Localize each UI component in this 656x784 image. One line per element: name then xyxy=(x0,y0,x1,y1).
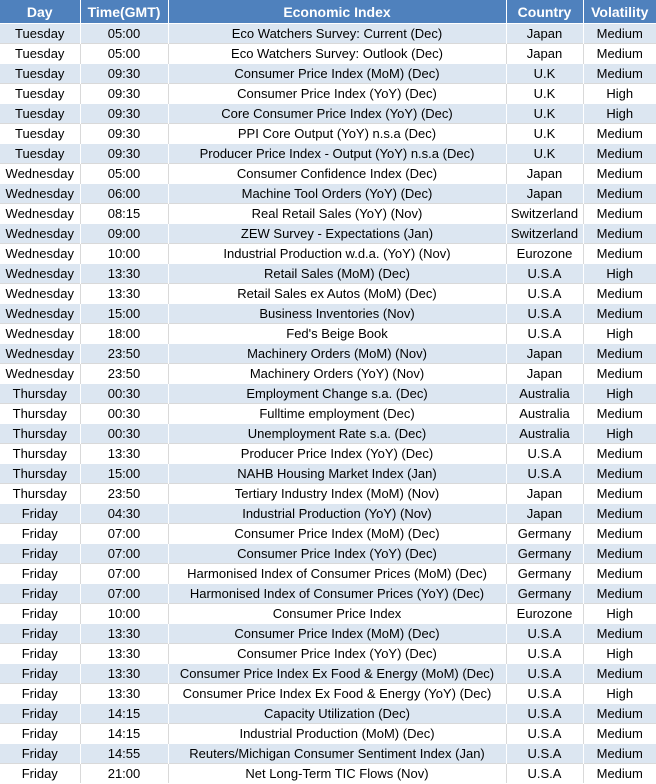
cell-time: 07:00 xyxy=(80,544,168,564)
cell-day: Wednesday xyxy=(0,204,80,224)
table-row xyxy=(0,624,656,644)
cell-day: Thursday xyxy=(0,384,80,404)
cell-time: 14:15 xyxy=(80,724,168,744)
cell-volatility: Medium xyxy=(583,504,656,524)
cell-country: U.S.A xyxy=(506,644,583,664)
table-row xyxy=(0,604,656,624)
cell-country: Japan xyxy=(506,344,583,364)
table-row xyxy=(0,144,656,164)
table-row xyxy=(0,124,656,144)
cell-volatility: High xyxy=(583,604,656,624)
cell-day: Wednesday xyxy=(0,324,80,344)
cell-economic-index: Fed's Beige Book xyxy=(168,324,506,344)
cell-time: 13:30 xyxy=(80,264,168,284)
cell-country: U.S.A xyxy=(506,264,583,284)
cell-day: Friday xyxy=(0,584,80,604)
cell-volatility: Medium xyxy=(583,204,656,224)
cell-economic-index: Real Retail Sales (YoY) (Nov) xyxy=(168,204,506,224)
table-row xyxy=(0,44,656,64)
cell-time: 04:30 xyxy=(80,504,168,524)
cell-volatility: Medium xyxy=(583,464,656,484)
table-body xyxy=(0,24,656,784)
cell-day: Friday xyxy=(0,704,80,724)
cell-day: Wednesday xyxy=(0,364,80,384)
cell-time: 07:00 xyxy=(80,564,168,584)
cell-time: 13:30 xyxy=(80,444,168,464)
cell-volatility: Medium xyxy=(583,404,656,424)
cell-volatility: Medium xyxy=(583,164,656,184)
cell-volatility: Medium xyxy=(583,704,656,724)
table-row xyxy=(0,324,656,344)
cell-day: Tuesday xyxy=(0,144,80,164)
cell-day: Thursday xyxy=(0,424,80,444)
cell-volatility: Medium xyxy=(583,304,656,324)
cell-day: Thursday xyxy=(0,464,80,484)
cell-country: Eurozone xyxy=(506,604,583,624)
cell-country: Japan xyxy=(506,504,583,524)
cell-country: Australia xyxy=(506,424,583,444)
cell-economic-index: NAHB Housing Market Index (Jan) xyxy=(168,464,506,484)
cell-volatility: Medium xyxy=(583,44,656,64)
cell-economic-index: Machinery Orders (YoY) (Nov) xyxy=(168,364,506,384)
cell-time: 05:00 xyxy=(80,44,168,64)
cell-economic-index: Eco Watchers Survey: Outlook (Dec) xyxy=(168,44,506,64)
cell-economic-index: Consumer Price Index (YoY) (Dec) xyxy=(168,544,506,564)
cell-country: U.K xyxy=(506,144,583,164)
cell-economic-index: Business Inventories (Nov) xyxy=(168,304,506,324)
cell-volatility: Medium xyxy=(583,24,656,44)
cell-economic-index: Capacity Utilization (Dec) xyxy=(168,704,506,724)
cell-economic-index: Eco Watchers Survey: Current (Dec) xyxy=(168,24,506,44)
table-row xyxy=(0,444,656,464)
cell-country: U.S.A xyxy=(506,704,583,724)
cell-country: U.K xyxy=(506,124,583,144)
cell-time: 10:00 xyxy=(80,604,168,624)
cell-volatility: High xyxy=(583,324,656,344)
cell-country: Eurozone xyxy=(506,244,583,264)
cell-volatility: High xyxy=(583,84,656,104)
table-row xyxy=(0,24,656,44)
cell-volatility: High xyxy=(583,384,656,404)
cell-day: Tuesday xyxy=(0,24,80,44)
cell-economic-index: Fulltime employment (Dec) xyxy=(168,404,506,424)
cell-time: 09:30 xyxy=(80,64,168,84)
cell-economic-index: Industrial Production (MoM) (Dec) xyxy=(168,724,506,744)
table-row xyxy=(0,304,656,324)
cell-economic-index: ZEW Survey - Expectations (Jan) xyxy=(168,224,506,244)
cell-volatility: Medium xyxy=(583,64,656,84)
header-volatility: Volatility xyxy=(583,0,656,24)
cell-volatility: Medium xyxy=(583,224,656,244)
cell-country: Japan xyxy=(506,44,583,64)
cell-time: 05:00 xyxy=(80,24,168,44)
cell-economic-index: Consumer Price Index (MoM) (Dec) xyxy=(168,64,506,84)
cell-volatility: High xyxy=(583,644,656,664)
cell-country: U.S.A xyxy=(506,744,583,764)
header-economic-index: Economic Index xyxy=(168,0,506,24)
cell-time: 23:50 xyxy=(80,364,168,384)
table-row xyxy=(0,104,656,124)
cell-time: 13:30 xyxy=(80,684,168,704)
cell-day: Wednesday xyxy=(0,284,80,304)
cell-country: U.K xyxy=(506,64,583,84)
cell-time: 00:30 xyxy=(80,404,168,424)
table-row xyxy=(0,424,656,444)
table-row xyxy=(0,704,656,724)
cell-economic-index: Industrial Production (YoY) (Nov) xyxy=(168,504,506,524)
cell-day: Wednesday xyxy=(0,264,80,284)
cell-time: 13:30 xyxy=(80,664,168,684)
cell-time: 23:50 xyxy=(80,344,168,364)
cell-country: Japan xyxy=(506,24,583,44)
cell-time: 15:00 xyxy=(80,464,168,484)
cell-economic-index: PPI Core Output (YoY) n.s.a (Dec) xyxy=(168,124,506,144)
cell-volatility: High xyxy=(583,264,656,284)
cell-economic-index: Consumer Price Index (YoY) (Dec) xyxy=(168,84,506,104)
cell-time: 14:15 xyxy=(80,704,168,724)
table-row xyxy=(0,264,656,284)
cell-volatility: Medium xyxy=(583,524,656,544)
cell-economic-index: Retail Sales ex Autos (MoM) (Dec) xyxy=(168,284,506,304)
cell-country: Germany xyxy=(506,524,583,544)
table-row xyxy=(0,364,656,384)
table-row xyxy=(0,764,656,784)
header-country: Country xyxy=(506,0,583,24)
cell-economic-index: Consumer Price Index Ex Food & Energy (MoM) (Dec) xyxy=(168,664,506,684)
cell-country: Germany xyxy=(506,544,583,564)
table-row xyxy=(0,644,656,664)
cell-volatility: Medium xyxy=(583,124,656,144)
cell-country: U.S.A xyxy=(506,284,583,304)
cell-country: Australia xyxy=(506,404,583,424)
cell-time: 09:30 xyxy=(80,124,168,144)
table-row xyxy=(0,404,656,424)
cell-day: Friday xyxy=(0,644,80,664)
cell-country: U.S.A xyxy=(506,664,583,684)
cell-time: 09:30 xyxy=(80,84,168,104)
table-row xyxy=(0,84,656,104)
cell-economic-index: Employment Change s.a. (Dec) xyxy=(168,384,506,404)
cell-economic-index: Producer Price Index (YoY) (Dec) xyxy=(168,444,506,464)
cell-economic-index: Consumer Price Index (YoY) (Dec) xyxy=(168,644,506,664)
table-header xyxy=(0,0,656,24)
cell-day: Tuesday xyxy=(0,84,80,104)
cell-time: 18:00 xyxy=(80,324,168,344)
cell-time: 09:30 xyxy=(80,104,168,124)
cell-time: 08:15 xyxy=(80,204,168,224)
cell-day: Friday xyxy=(0,504,80,524)
table-row xyxy=(0,744,656,764)
table-row xyxy=(0,224,656,244)
cell-economic-index: Net Long-Term TIC Flows (Nov) xyxy=(168,764,506,784)
cell-day: Friday xyxy=(0,724,80,744)
cell-economic-index: Consumer Price Index Ex Food & Energy (YoY) (Dec) xyxy=(168,684,506,704)
cell-time: 00:30 xyxy=(80,424,168,444)
cell-volatility: Medium xyxy=(583,144,656,164)
cell-country: Japan xyxy=(506,484,583,504)
cell-volatility: Medium xyxy=(583,444,656,464)
cell-volatility: Medium xyxy=(583,484,656,504)
cell-volatility: Medium xyxy=(583,344,656,364)
table-row xyxy=(0,344,656,364)
cell-country: Germany xyxy=(506,564,583,584)
cell-day: Friday xyxy=(0,624,80,644)
table-row xyxy=(0,504,656,524)
cell-day: Wednesday xyxy=(0,344,80,364)
cell-time: 10:00 xyxy=(80,244,168,264)
table-row xyxy=(0,664,656,684)
cell-country: U.S.A xyxy=(506,464,583,484)
header-day: Day xyxy=(0,0,80,24)
table-row xyxy=(0,564,656,584)
cell-volatility: Medium xyxy=(583,764,656,784)
cell-day: Friday xyxy=(0,524,80,544)
cell-time: 07:00 xyxy=(80,524,168,544)
cell-volatility: Medium xyxy=(583,624,656,644)
cell-day: Wednesday xyxy=(0,164,80,184)
cell-time: 07:00 xyxy=(80,584,168,604)
cell-time: 14:55 xyxy=(80,744,168,764)
cell-day: Wednesday xyxy=(0,244,80,264)
cell-economic-index: Consumer Price Index xyxy=(168,604,506,624)
cell-time: 06:00 xyxy=(80,184,168,204)
cell-economic-index: Reuters/Michigan Consumer Sentiment Index (Jan) xyxy=(168,744,506,764)
cell-day: Thursday xyxy=(0,484,80,504)
table-row xyxy=(0,684,656,704)
table-row xyxy=(0,184,656,204)
cell-day: Friday xyxy=(0,684,80,704)
table-row xyxy=(0,464,656,484)
cell-country: Switzerland xyxy=(506,204,583,224)
cell-volatility: Medium xyxy=(583,724,656,744)
cell-economic-index: Retail Sales (MoM) (Dec) xyxy=(168,264,506,284)
cell-day: Thursday xyxy=(0,444,80,464)
cell-country: Switzerland xyxy=(506,224,583,244)
cell-volatility: Medium xyxy=(583,544,656,564)
cell-country: U.S.A xyxy=(506,684,583,704)
cell-country: Japan xyxy=(506,164,583,184)
header-time: Time(GMT) xyxy=(80,0,168,24)
cell-day: Wednesday xyxy=(0,184,80,204)
table-row xyxy=(0,284,656,304)
cell-country: U.S.A xyxy=(506,624,583,644)
table-row xyxy=(0,484,656,504)
cell-country: U.S.A xyxy=(506,724,583,744)
cell-economic-index: Unemployment Rate s.a. (Dec) xyxy=(168,424,506,444)
cell-economic-index: Industrial Production w.d.a. (YoY) (Nov) xyxy=(168,244,506,264)
cell-volatility: High xyxy=(583,684,656,704)
cell-day: Tuesday xyxy=(0,64,80,84)
cell-economic-index: Machine Tool Orders (YoY) (Dec) xyxy=(168,184,506,204)
cell-economic-index: Consumer Price Index (MoM) (Dec) xyxy=(168,524,506,544)
cell-time: 15:00 xyxy=(80,304,168,324)
cell-country: U.S.A xyxy=(506,764,583,784)
cell-day: Friday xyxy=(0,564,80,584)
table-row xyxy=(0,384,656,404)
cell-time: 13:30 xyxy=(80,624,168,644)
cell-country: U.K xyxy=(506,104,583,124)
cell-volatility: Medium xyxy=(583,184,656,204)
cell-volatility: Medium xyxy=(583,244,656,264)
cell-volatility: Medium xyxy=(583,584,656,604)
cell-volatility: Medium xyxy=(583,284,656,304)
cell-volatility: Medium xyxy=(583,664,656,684)
cell-day: Tuesday xyxy=(0,124,80,144)
cell-day: Friday xyxy=(0,544,80,564)
table-row xyxy=(0,724,656,744)
cell-economic-index: Consumer Confidence Index (Dec) xyxy=(168,164,506,184)
cell-economic-index: Harmonised Index of Consumer Prices (YoY) (Dec) xyxy=(168,584,506,604)
table-row xyxy=(0,164,656,184)
cell-economic-index: Consumer Price Index (MoM) (Dec) xyxy=(168,624,506,644)
cell-volatility: High xyxy=(583,104,656,124)
cell-country: U.S.A xyxy=(506,324,583,344)
table-row xyxy=(0,584,656,604)
cell-economic-index: Machinery Orders (MoM) (Nov) xyxy=(168,344,506,364)
cell-time: 00:30 xyxy=(80,384,168,404)
table-row xyxy=(0,64,656,84)
cell-volatility: Medium xyxy=(583,744,656,764)
cell-day: Friday xyxy=(0,764,80,784)
table-row xyxy=(0,244,656,264)
cell-economic-index: Harmonised Index of Consumer Prices (MoM) (Dec) xyxy=(168,564,506,584)
cell-volatility: Medium xyxy=(583,364,656,384)
cell-time: 13:30 xyxy=(80,644,168,664)
cell-time: 23:50 xyxy=(80,484,168,504)
cell-day: Wednesday xyxy=(0,224,80,244)
cell-day: Friday xyxy=(0,604,80,624)
cell-country: U.K xyxy=(506,84,583,104)
cell-day: Friday xyxy=(0,744,80,764)
cell-economic-index: Producer Price Index - Output (YoY) n.s.a (Dec) xyxy=(168,144,506,164)
cell-day: Wednesday xyxy=(0,304,80,324)
cell-volatility: High xyxy=(583,424,656,444)
cell-day: Friday xyxy=(0,664,80,684)
cell-time: 09:00 xyxy=(80,224,168,244)
cell-day: Tuesday xyxy=(0,104,80,124)
cell-day: Tuesday xyxy=(0,44,80,64)
cell-country: Japan xyxy=(506,364,583,384)
cell-day: Thursday xyxy=(0,404,80,424)
cell-country: U.S.A xyxy=(506,304,583,324)
table-row xyxy=(0,204,656,224)
cell-time: 05:00 xyxy=(80,164,168,184)
cell-time: 13:30 xyxy=(80,284,168,304)
table-row xyxy=(0,524,656,544)
cell-time: 09:30 xyxy=(80,144,168,164)
cell-economic-index: Tertiary Industry Index (MoM) (Nov) xyxy=(168,484,506,504)
cell-time: 21:00 xyxy=(80,764,168,784)
cell-economic-index: Core Consumer Price Index (YoY) (Dec) xyxy=(168,104,506,124)
cell-country: U.S.A xyxy=(506,444,583,464)
cell-country: Japan xyxy=(506,184,583,204)
table-row xyxy=(0,544,656,564)
cell-volatility: Medium xyxy=(583,564,656,584)
header-row xyxy=(0,0,656,24)
cell-country: Australia xyxy=(506,384,583,404)
cell-country: Germany xyxy=(506,584,583,604)
